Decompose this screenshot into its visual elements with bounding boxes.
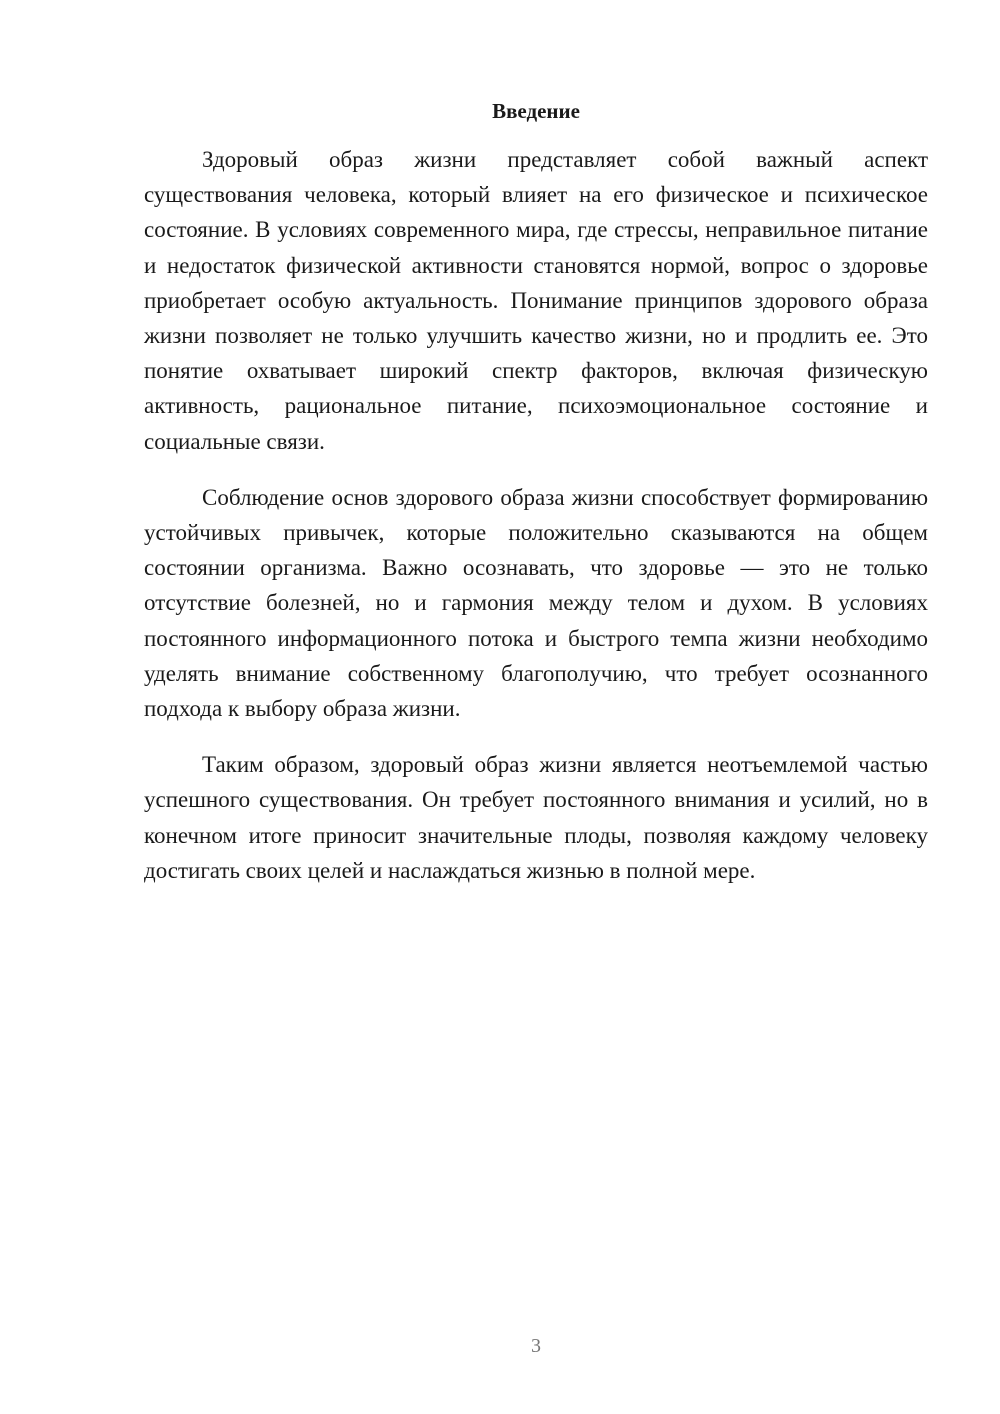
page-number: 3 <box>531 1335 541 1357</box>
paragraph-2: Соблюдение основ здорового образа жизни способствует формированию устойчивых привычек, которые положительно сказываются на общем состоянии организма. Важно осознавать, что здоровье — это не только отсутствие болезней, но и гармония между телом и духом. В условиях постоянного информационного потока и быстрого темпа жизни необходимо уделять внимание собственному благополучию, что требует осознанного подхода к выбору образа жизни. <box>144 484 928 722</box>
paragraph-3: Таким образом, здоровый образ жизни является неотъемлемой частью успешного существования. Он требует постоянного внимания и усилий, но в конечном итоге приносит значительные плоды, позволяя каждому человеку достигать своих целей и наслаждаться жизнью в полной мере. <box>144 752 928 883</box>
paragraph-1: Здоровый образ жизни представляет собой важный аспект существования человека, который влияет на его физическое и психическое состояние. В условиях современного мира, где стрессы, неправильное питание и недостаток физической активности становятся нормой, вопрос о здоровье приобретает особую актуальность. Понимание принципов здорового образа жизни позволяет не только улучшить качество жизни, но и продлить ее. Это понятие охватывает широкий спектр факторов, включая физическую активность, рациональное питание, психоэмоциональное состояние и социальные связи. <box>144 147 928 454</box>
page-title: Введение <box>492 99 580 123</box>
body-text <box>144 142 928 888</box>
